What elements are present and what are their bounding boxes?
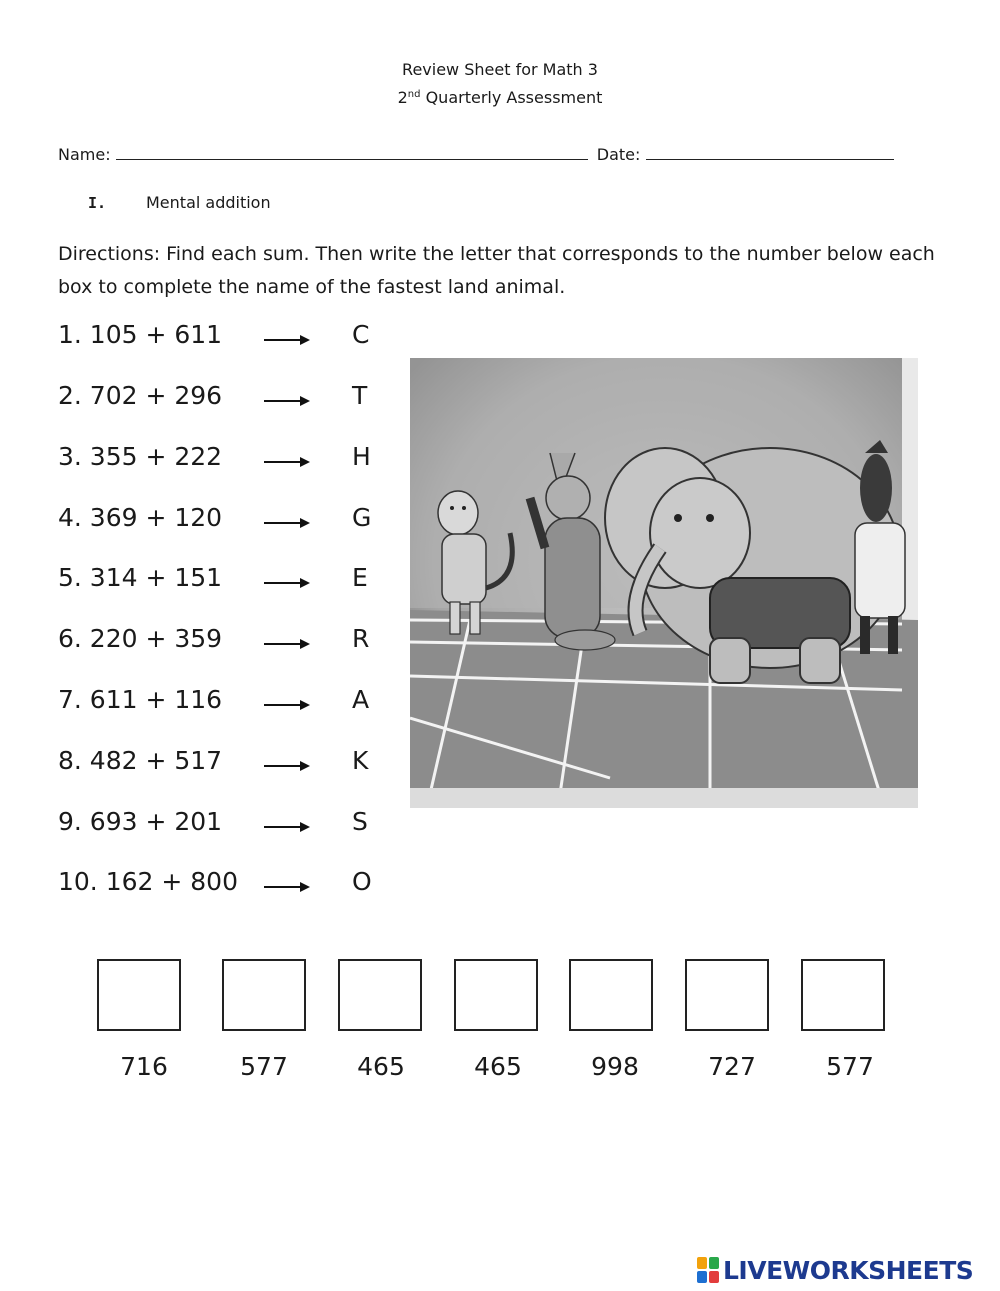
name-label: Name:: [58, 145, 111, 164]
problem-expression: 1. 105 + 611: [58, 320, 223, 349]
liveworksheets-logo: [697, 1255, 973, 1285]
name-field[interactable]: [116, 146, 588, 160]
right-arrow-icon: [264, 517, 310, 529]
problem-expression: 4. 369 + 120: [58, 503, 223, 532]
answer-code: 998: [591, 1052, 639, 1081]
logo-blocks-icon: [697, 1257, 719, 1283]
directions-text: Directions: Find each sum. Then write the letter that corresponds to the number below each box to complete the name of the fastest land animal.: [58, 243, 935, 298]
name-date-row: [58, 145, 894, 164]
section-title: Mental addition: [146, 193, 271, 212]
problem-letter: K: [352, 746, 369, 775]
answer-box-5[interactable]: [569, 959, 653, 1031]
section-heading: [88, 193, 271, 212]
answer-code: 716: [120, 1052, 168, 1081]
problem-letter: S: [352, 807, 368, 836]
right-arrow-icon: [264, 577, 310, 589]
right-arrow-icon: [264, 638, 310, 650]
right-arrow-icon: [264, 699, 310, 711]
right-arrow-icon: [264, 456, 310, 468]
problem-expression: 8. 482 + 517: [58, 746, 223, 775]
answer-code: 577: [240, 1052, 288, 1081]
answer-box-3[interactable]: [338, 959, 422, 1031]
answer-box-1[interactable]: [97, 959, 181, 1031]
right-arrow-icon: [264, 881, 310, 893]
problem-letter: O: [352, 867, 372, 896]
answer-box-4[interactable]: [454, 959, 538, 1031]
problem-expression: 9. 693 + 201: [58, 807, 223, 836]
answer-code: 727: [708, 1052, 756, 1081]
logo-wordmark: LIVEWORKSHEETS: [723, 1255, 974, 1285]
section-number: I.: [88, 194, 107, 212]
problem-letter: T: [352, 381, 368, 410]
problem-letter: C: [352, 320, 370, 349]
problem-letter: H: [352, 442, 371, 471]
answer-box-2[interactable]: [222, 959, 306, 1031]
answer-code: 465: [357, 1052, 405, 1081]
answer-box-6[interactable]: [685, 959, 769, 1031]
problem-letter: E: [352, 563, 368, 592]
right-arrow-icon: [264, 334, 310, 346]
date-label: Date:: [596, 145, 641, 164]
problem-expression: 10. 162 + 800: [58, 867, 238, 896]
problem-expression: 5. 314 + 151: [58, 563, 223, 592]
worksheet-title: Review Sheet for Math 3: [402, 60, 598, 79]
date-field[interactable]: [646, 146, 894, 160]
answer-code: 577: [826, 1052, 874, 1081]
answer-box-7[interactable]: [801, 959, 885, 1031]
animals-race-picture: [410, 358, 918, 808]
worksheet-subtitle: 2nd Quarterly Assessment: [397, 88, 603, 107]
right-arrow-icon: [264, 395, 310, 407]
problem-letter: G: [352, 503, 372, 532]
problem-expression: 3. 355 + 222: [58, 442, 223, 471]
problem-letter: R: [352, 624, 370, 653]
problem-expression: 6. 220 + 359: [58, 624, 223, 653]
right-arrow-icon: [264, 821, 310, 833]
animals-illustration: [410, 358, 918, 808]
problem-expression: 7. 611 + 116: [58, 685, 223, 714]
answer-code: 465: [474, 1052, 522, 1081]
problem-expression: 2. 702 + 296: [58, 381, 223, 410]
problem-letter: A: [352, 685, 370, 714]
right-arrow-icon: [264, 760, 310, 772]
